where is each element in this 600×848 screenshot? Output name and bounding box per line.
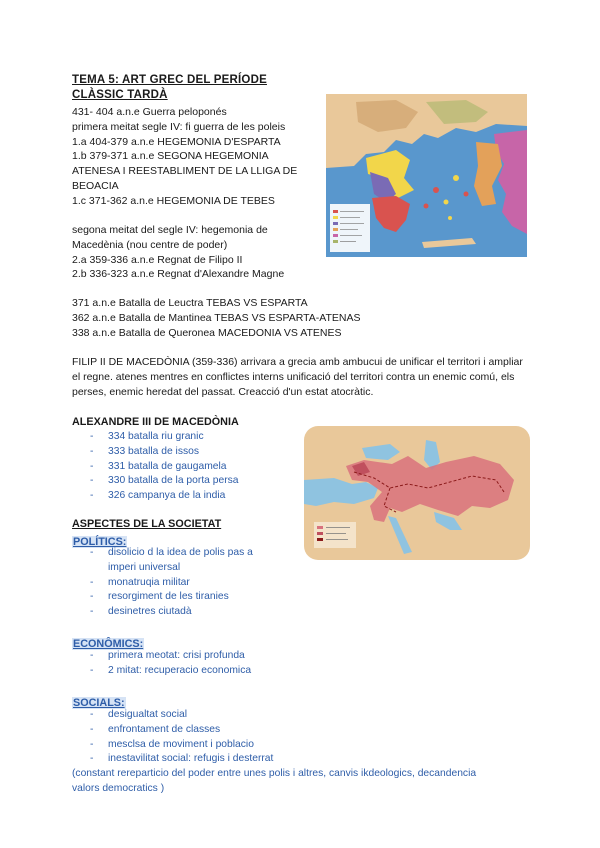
list-item-text: primera meotat: crisi profunda	[108, 650, 245, 661]
list-item	[72, 590, 253, 605]
list-item	[72, 723, 273, 738]
list-item	[72, 546, 253, 561]
title-line-1: TEMA 5: ART GREC DEL PERÍODE	[72, 74, 267, 86]
list-item	[72, 561, 253, 576]
dash-bullet: -	[90, 606, 94, 618]
list-item-text: desinetres ciutadà	[108, 606, 192, 618]
dash-bullet: -	[90, 576, 94, 588]
list-item-text: 2 mitat: recuperacio economica	[108, 664, 252, 676]
list-item-text: 334 batalla riu granic	[108, 431, 204, 442]
list-item-text: mesclsa de moviment i poblacio	[108, 738, 254, 750]
dash-bullet: -	[90, 460, 94, 472]
list-item-text: inestavilitat social: refugis i desterrat	[108, 753, 274, 765]
battles-block	[72, 296, 361, 340]
socials-label: SOCIALS:	[73, 697, 125, 709]
battle-line: 362 a.n.e Batalla de Mantinea TEBAS VS ESPARTA-ATENAS	[72, 311, 361, 324]
dash-bullet: -	[90, 709, 94, 720]
intro-line: BEOACIA	[72, 179, 119, 192]
dash-bullet: -	[90, 723, 94, 735]
list-item	[72, 430, 239, 445]
second-line: segona meitat del segle IV: hegemonia de	[72, 224, 268, 236]
list-item-text: 326 campanya de la india	[108, 490, 226, 502]
second-half-block	[72, 223, 284, 282]
list-item	[72, 474, 239, 489]
list-item-text: 330 batalla de la porta persa	[108, 475, 239, 487]
list-item	[72, 649, 251, 664]
list-item-text: resorgiment de les tiranies	[108, 591, 229, 603]
list-item-text: monatruqia militar	[108, 576, 190, 588]
intro-block	[72, 105, 297, 209]
alexander-empire-map-image	[304, 426, 530, 560]
battle-line: 338 a.n.e Batalla de Queronea MACEDONIA VS ATENES	[72, 326, 342, 339]
intro-line: 1.c 371-362 a.n.e HEGEMONIA DE TEBES	[72, 194, 275, 207]
list-item-text: 333 batalla de issos	[108, 445, 200, 457]
intro-line: ATENESA I REESTABLIMENT DE LA LLIGA DE	[72, 165, 298, 178]
politics-list	[72, 546, 253, 620]
dash-bullet: -	[90, 738, 94, 750]
societat-heading: ASPECTES DE LA SOCIETAT	[72, 518, 222, 530]
intro-line: 1.b 379-371 a.n.e SEGONA HEGEMONIA	[72, 150, 269, 163]
politics-label: POLÍTICS:	[73, 536, 127, 548]
battle-line: 371 a.n.e Batalla de Leuctra TEBAS VS ESPARTA	[72, 297, 308, 309]
socials-note-line-1: (constant rereparticio del poder entre unes polis i altres, canvis ikdeologics, decandencia	[72, 768, 477, 779]
dash-bullet: -	[90, 650, 94, 661]
second-line: 2.b 336-323 a.n.e Regnat d'Alexandre Magne	[72, 268, 285, 281]
list-item	[72, 752, 273, 767]
dash-bullet: -	[90, 664, 94, 676]
economics-label: ECONÔMICS:	[73, 638, 144, 650]
list-item	[72, 445, 239, 460]
dash-bullet: -	[90, 475, 94, 487]
alexandre-heading: ALEXANDRE III DE MACEDÒNIA	[72, 416, 239, 428]
second-line: Macedènia (nou centre de poder)	[72, 238, 228, 251]
title-line-2: CLÀSSIC TARDÀ	[72, 89, 168, 101]
dash-bullet: -	[90, 591, 94, 603]
intro-line: 1.a 404-379 a.n.e HEGEMONIA D'ESPARTA	[72, 135, 281, 148]
dash-bullet: -	[90, 490, 94, 502]
socials-note-line-2: valors democratics )	[72, 783, 165, 794]
page-title	[72, 73, 267, 103]
list-item	[72, 708, 273, 723]
dash-bullet: -	[90, 445, 94, 457]
socials-list	[72, 708, 273, 767]
intro-line: primera meitat segle IV: fi guerra de les poleis	[72, 120, 286, 133]
list-item-text: disolicio d la idea de polis pas a	[108, 547, 253, 558]
alexandre-list	[72, 430, 239, 504]
list-item-text: enfrontament de classes	[108, 723, 221, 735]
list-item-text: imperi universal	[108, 561, 181, 573]
filip-paragraph: FILIP II DE MACEDÒNIA (359-336) arrivara a grecia amb ambucui de unificar el territori i ampliar el regne. atenes mentres en conflictes interns unificació del territori contra un enemic comú, els perses, enemic heredat del passat. Creacció d'un estat atocràtic.	[72, 356, 523, 398]
intro-line: 431- 404 a.n.e Guerra peloponés	[72, 106, 227, 118]
second-line: 2.a 359-336 a.n.e Regnat de Filipo II	[72, 253, 243, 266]
greece-map-image	[326, 94, 527, 257]
list-item-text: 331 batalla de gaugamela	[108, 460, 227, 472]
dash-bullet: -	[90, 753, 94, 765]
list-item	[72, 576, 253, 591]
list-item	[72, 738, 273, 753]
list-item	[72, 489, 239, 504]
dash-bullet: -	[90, 431, 94, 442]
list-item-text: desigualtat social	[108, 709, 187, 720]
list-item	[72, 605, 253, 620]
economics-list	[72, 649, 251, 679]
list-item	[72, 664, 251, 679]
list-item	[72, 460, 239, 475]
dash-bullet: -	[90, 547, 94, 558]
